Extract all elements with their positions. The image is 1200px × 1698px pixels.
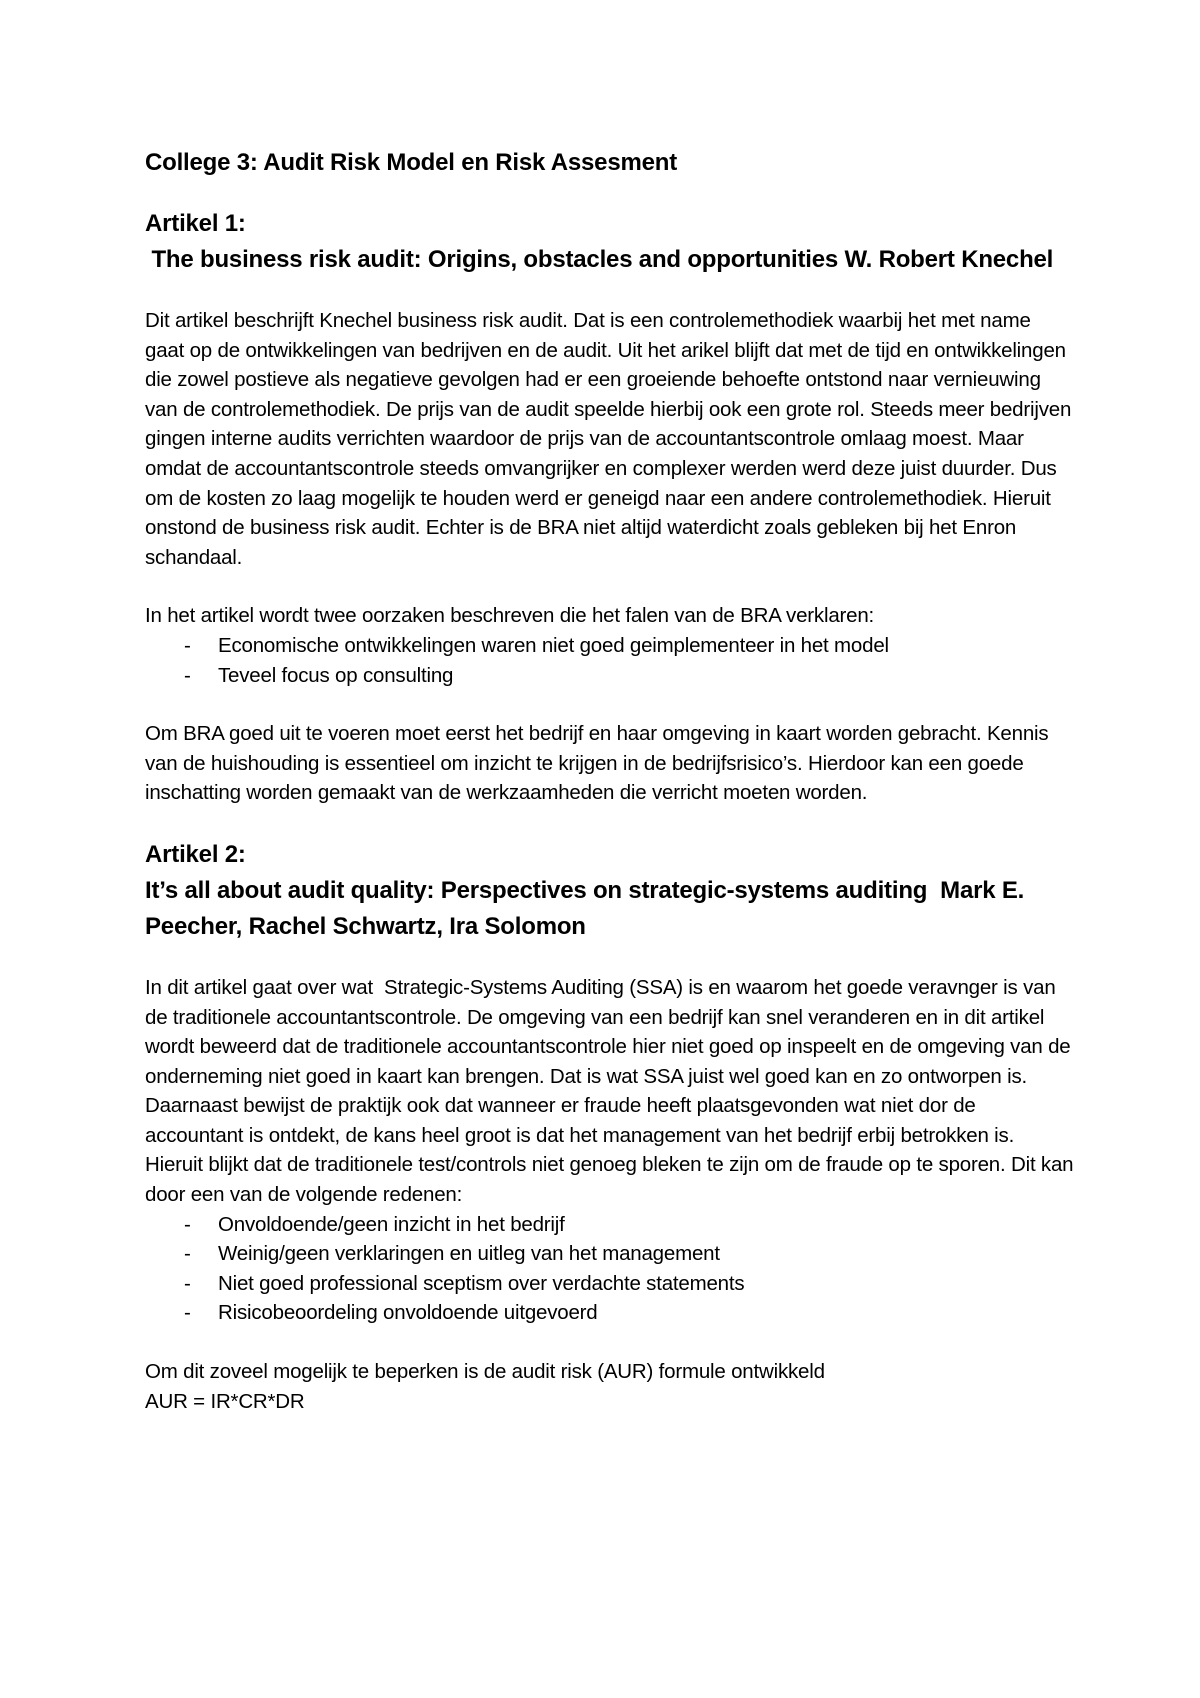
list-item: - Economische ontwikkelingen waren niet goed geimplementeer in het model (145, 631, 1075, 661)
list-item: - Teveel focus op consulting (145, 661, 1075, 691)
article-1-paragraph-1: Dit artikel beschrijft Knechel business risk audit. Dat is een controlemethodiek waarbij het met name gaat op de ontwikkelingen van bedrijven en de audit. Uit het arikel blijft dat met de tijd en ontwikkelingen die zowel postieve als negatieve gevolgen had er een groeiende behoefte ontstond naar vernieuwing van de controlemethodiek. De prijs van de audit speelde hierbij ook een grote rol. Steeds meer bedrijven gingen interne audits verrichten waardoor de prijs van de accountantscontrole omlaag moest. Maar omdat de accountantscontrole steeds omvangrijker en complexer werden werd deze juist duurder. Dus om de kosten zo laag mogelijk te houden werd er geneigd naar een andere controlemethodiek. Hieruit onstond de business risk audit. Echter is de BRA niet altijd waterdicht zoals gebleken bij het Enron schandaal. (145, 309, 1072, 569)
aur-formula: AUR = IR*CR*DR (145, 1389, 305, 1413)
article-1-causes-list (145, 631, 1075, 690)
document-title: College 3: Audit Risk Model en Risk Assesment (145, 149, 678, 176)
article-2 (145, 837, 1079, 1416)
article-1 (145, 206, 1075, 808)
article-1-heading: The business risk audit: Origins, obstacles and opportunities W. Robert Knechel (145, 246, 1054, 273)
article-1-paragraph-2: In het artikel wordt twee oorzaken beschreven die het falen van de BRA verklaren: (145, 604, 875, 628)
list-item: - Onvoldoende/geen inzicht in het bedrijf (145, 1210, 1075, 1240)
article-1-paragraph-3: Om BRA goed uit te voeren moet eerst het bedrijf en haar omgeving in kaart worden gebracht. Kennis van de huishouding is essentieel om inzicht te krijgen in de bedrijfsrisico’s. Hierdoor kan een goede inschatting worden gemaakt van de werkzaamheden die verricht moeten worden. (145, 722, 1049, 805)
list-item: - Risicobeoordeling onvoldoende uitgevoerd (145, 1298, 1075, 1328)
list-item: - Niet goed professional sceptism over verdachte statements (145, 1269, 1075, 1299)
list-item: - Weinig/geen verklaringen en uitleg van het management (145, 1239, 1075, 1269)
article-1-label: Artikel 1: (145, 210, 246, 237)
article-2-paragraph-2: Om dit zoveel mogelijk te beperken is de audit risk (AUR) formule ontwikkeld (145, 1360, 825, 1384)
article-2-heading: It’s all about audit quality: Perspectives on strategic-systems auditing Mark E. Peecher, Rachel Schwartz, Ira Solomon (145, 876, 1031, 940)
article-2-label: Artikel 2: (145, 840, 246, 868)
document-page (145, 148, 1079, 1416)
article-2-paragraph-1: In dit artikel gaat over wat Strategic-Systems Auditing (SSA) is en waarom het goede veravnger is van de traditionele accountantscontrole. De omgeving van een bedrijf kan snel veranderen en in dit artikel wordt beweerd dat de traditionele accountantscontrole hier niet goed op inspeelt en de omgeving van de onderneming niet goed in kaart kan brengen. Dat is wat SSA juist wel goed kan en zo ontworpen is. Daarnaast bewijst de praktijk ook dat wanneer er fraude heeft plaatsgevonden wat niet dor de accountant is ontdekt, de kans heel groot is dat het management van het bedrijf erbij betrokken is. Hieruit blijkt dat de traditionele test/controls niet genoeg bleken te zijn om de fraude op te sporen. Dit kan door een van de volgende redenen: (145, 975, 1079, 1207)
article-2-reasons-list (145, 1210, 1075, 1328)
